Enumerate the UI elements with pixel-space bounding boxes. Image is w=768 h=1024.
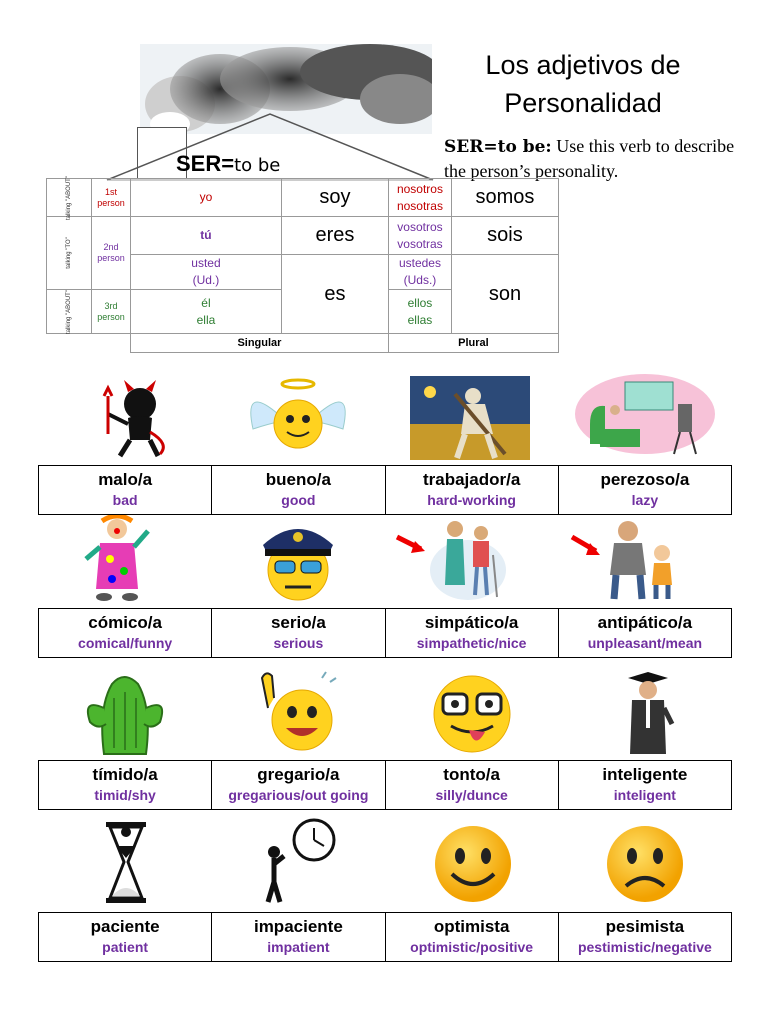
vocab-cell <box>212 761 385 809</box>
english-translation: silly/dunce <box>435 787 508 803</box>
description: SER=to be: Use this verb to describe the person’s personality. <box>444 136 735 181</box>
clock-person-icon <box>222 818 372 906</box>
table-cell: yo <box>130 179 281 217</box>
graduate-icon <box>568 668 718 756</box>
table-cell <box>47 290 92 334</box>
spanish-word: perezoso/a <box>600 470 690 489</box>
sad-face-icon <box>570 818 720 906</box>
waving-smiley-icon <box>222 668 372 756</box>
english-translation: optimistic/positive <box>410 939 534 955</box>
table-cell <box>47 175 92 220</box>
english-translation: pestimistic/negative <box>577 939 712 955</box>
ser-conjugation-table <box>46 175 559 353</box>
vocab-cell <box>39 913 212 961</box>
vocab-cell <box>386 761 559 809</box>
english-translation: lazy <box>631 492 659 508</box>
table-cell <box>47 217 92 290</box>
spanish-word: paciente <box>90 917 160 936</box>
english-translation: gregarious/out going <box>228 787 369 803</box>
table-cell: eres <box>281 217 388 255</box>
police-smiley-icon <box>223 515 373 603</box>
table-cell: sois <box>451 217 558 255</box>
english-translation: inteligent <box>613 787 676 803</box>
spanish-word: bueno/a <box>265 470 331 489</box>
spanish-word: inteligente <box>602 765 688 784</box>
vocab-cell <box>386 609 559 657</box>
table-cell: nosotros nosotras <box>388 179 451 217</box>
vocab-row-4 <box>38 912 732 962</box>
english-translation: patient <box>102 939 149 955</box>
vocab-cell <box>212 609 385 657</box>
spanish-word: serio/a <box>270 613 326 632</box>
table-cell: son <box>451 255 558 334</box>
table-cell: tú <box>130 217 281 255</box>
spanish-word: malo/a <box>98 470 153 489</box>
couch-tv-icon <box>570 374 720 462</box>
vocab-cell <box>39 466 212 514</box>
vocab-cell <box>386 466 559 514</box>
vocab-cell <box>212 466 385 514</box>
vocab-cell <box>212 913 385 961</box>
spanish-word: tonto/a <box>443 765 500 784</box>
vocab-row-3 <box>38 760 732 810</box>
table-cell: ustedes (Uds.) <box>388 255 451 290</box>
table-cell <box>91 290 130 334</box>
english-translation: bad <box>112 492 138 508</box>
vocab-cell <box>39 761 212 809</box>
english-translation: serious <box>273 635 324 651</box>
spanish-word: tímido/a <box>92 765 158 784</box>
clown-icon <box>52 515 202 603</box>
english-translation: hard-working <box>427 492 516 508</box>
english-translation: impatient <box>267 939 330 955</box>
ser-title: SER=to be <box>176 151 281 176</box>
table-cell: es <box>281 255 388 334</box>
spanish-word: trabajador/a <box>422 470 521 489</box>
side-label: talking "ABOUT" <box>65 289 72 334</box>
spanish-word: cómico/a <box>88 613 162 632</box>
person-label: 3rd person <box>97 300 125 322</box>
happy-face-icon <box>398 818 548 906</box>
table-cell: vosotros vosotras <box>388 217 451 255</box>
table-cell: usted (Ud.) <box>130 255 281 290</box>
side-label: talking "ABOUT" <box>65 175 72 220</box>
vocab-cell <box>559 913 731 961</box>
spanish-word: antipático/a <box>597 613 693 632</box>
side-label: talking "TO" <box>65 237 72 269</box>
table-cell <box>91 334 130 353</box>
english-translation: timid/shy <box>94 787 156 803</box>
spanish-word: gregario/a <box>257 765 340 784</box>
nurse-helping-icon <box>393 515 543 603</box>
hourglass-icon <box>50 818 200 906</box>
spanish-word: pesimista <box>605 917 685 936</box>
table-cell: Plural <box>388 334 558 353</box>
table-cell: ellos ellas <box>388 290 451 334</box>
devil-icon <box>60 374 210 462</box>
vocab-cell <box>559 466 731 514</box>
english-translation: good <box>281 492 316 508</box>
person-label: 1st person <box>97 186 125 208</box>
english-translation: comical/funny <box>78 635 173 651</box>
spanish-word: impaciente <box>253 917 343 936</box>
table-cell <box>47 334 92 353</box>
table-cell: somos <box>451 179 558 217</box>
vocab-row-1 <box>38 465 732 515</box>
spanish-word: optimista <box>433 917 510 936</box>
english-translation: unpleasant/mean <box>587 635 703 651</box>
table-cell: Singular <box>130 334 388 353</box>
english-translation: simpathetic/nice <box>416 635 527 651</box>
vocab-cell <box>39 609 212 657</box>
vocab-row-2 <box>38 608 732 658</box>
table-cell: él ella <box>130 290 281 334</box>
verb-soy: soy <box>281 179 388 217</box>
table-cell <box>91 217 130 290</box>
page-title-line2: Personalidad <box>504 88 662 118</box>
person-label: 2nd person <box>97 242 125 263</box>
angel-smiley-icon <box>223 374 373 462</box>
vocab-cell <box>559 761 731 809</box>
page-title-line1: Los adjetivos de <box>485 50 681 80</box>
vocab-cell <box>386 913 559 961</box>
vocab-cell <box>559 609 731 657</box>
spanish-word: simpático/a <box>424 613 519 632</box>
silly-smiley-icon <box>397 668 547 756</box>
table-cell <box>91 179 130 217</box>
bully-icon <box>568 515 718 603</box>
cactus-icon <box>52 668 202 756</box>
worker-icon <box>395 374 545 462</box>
